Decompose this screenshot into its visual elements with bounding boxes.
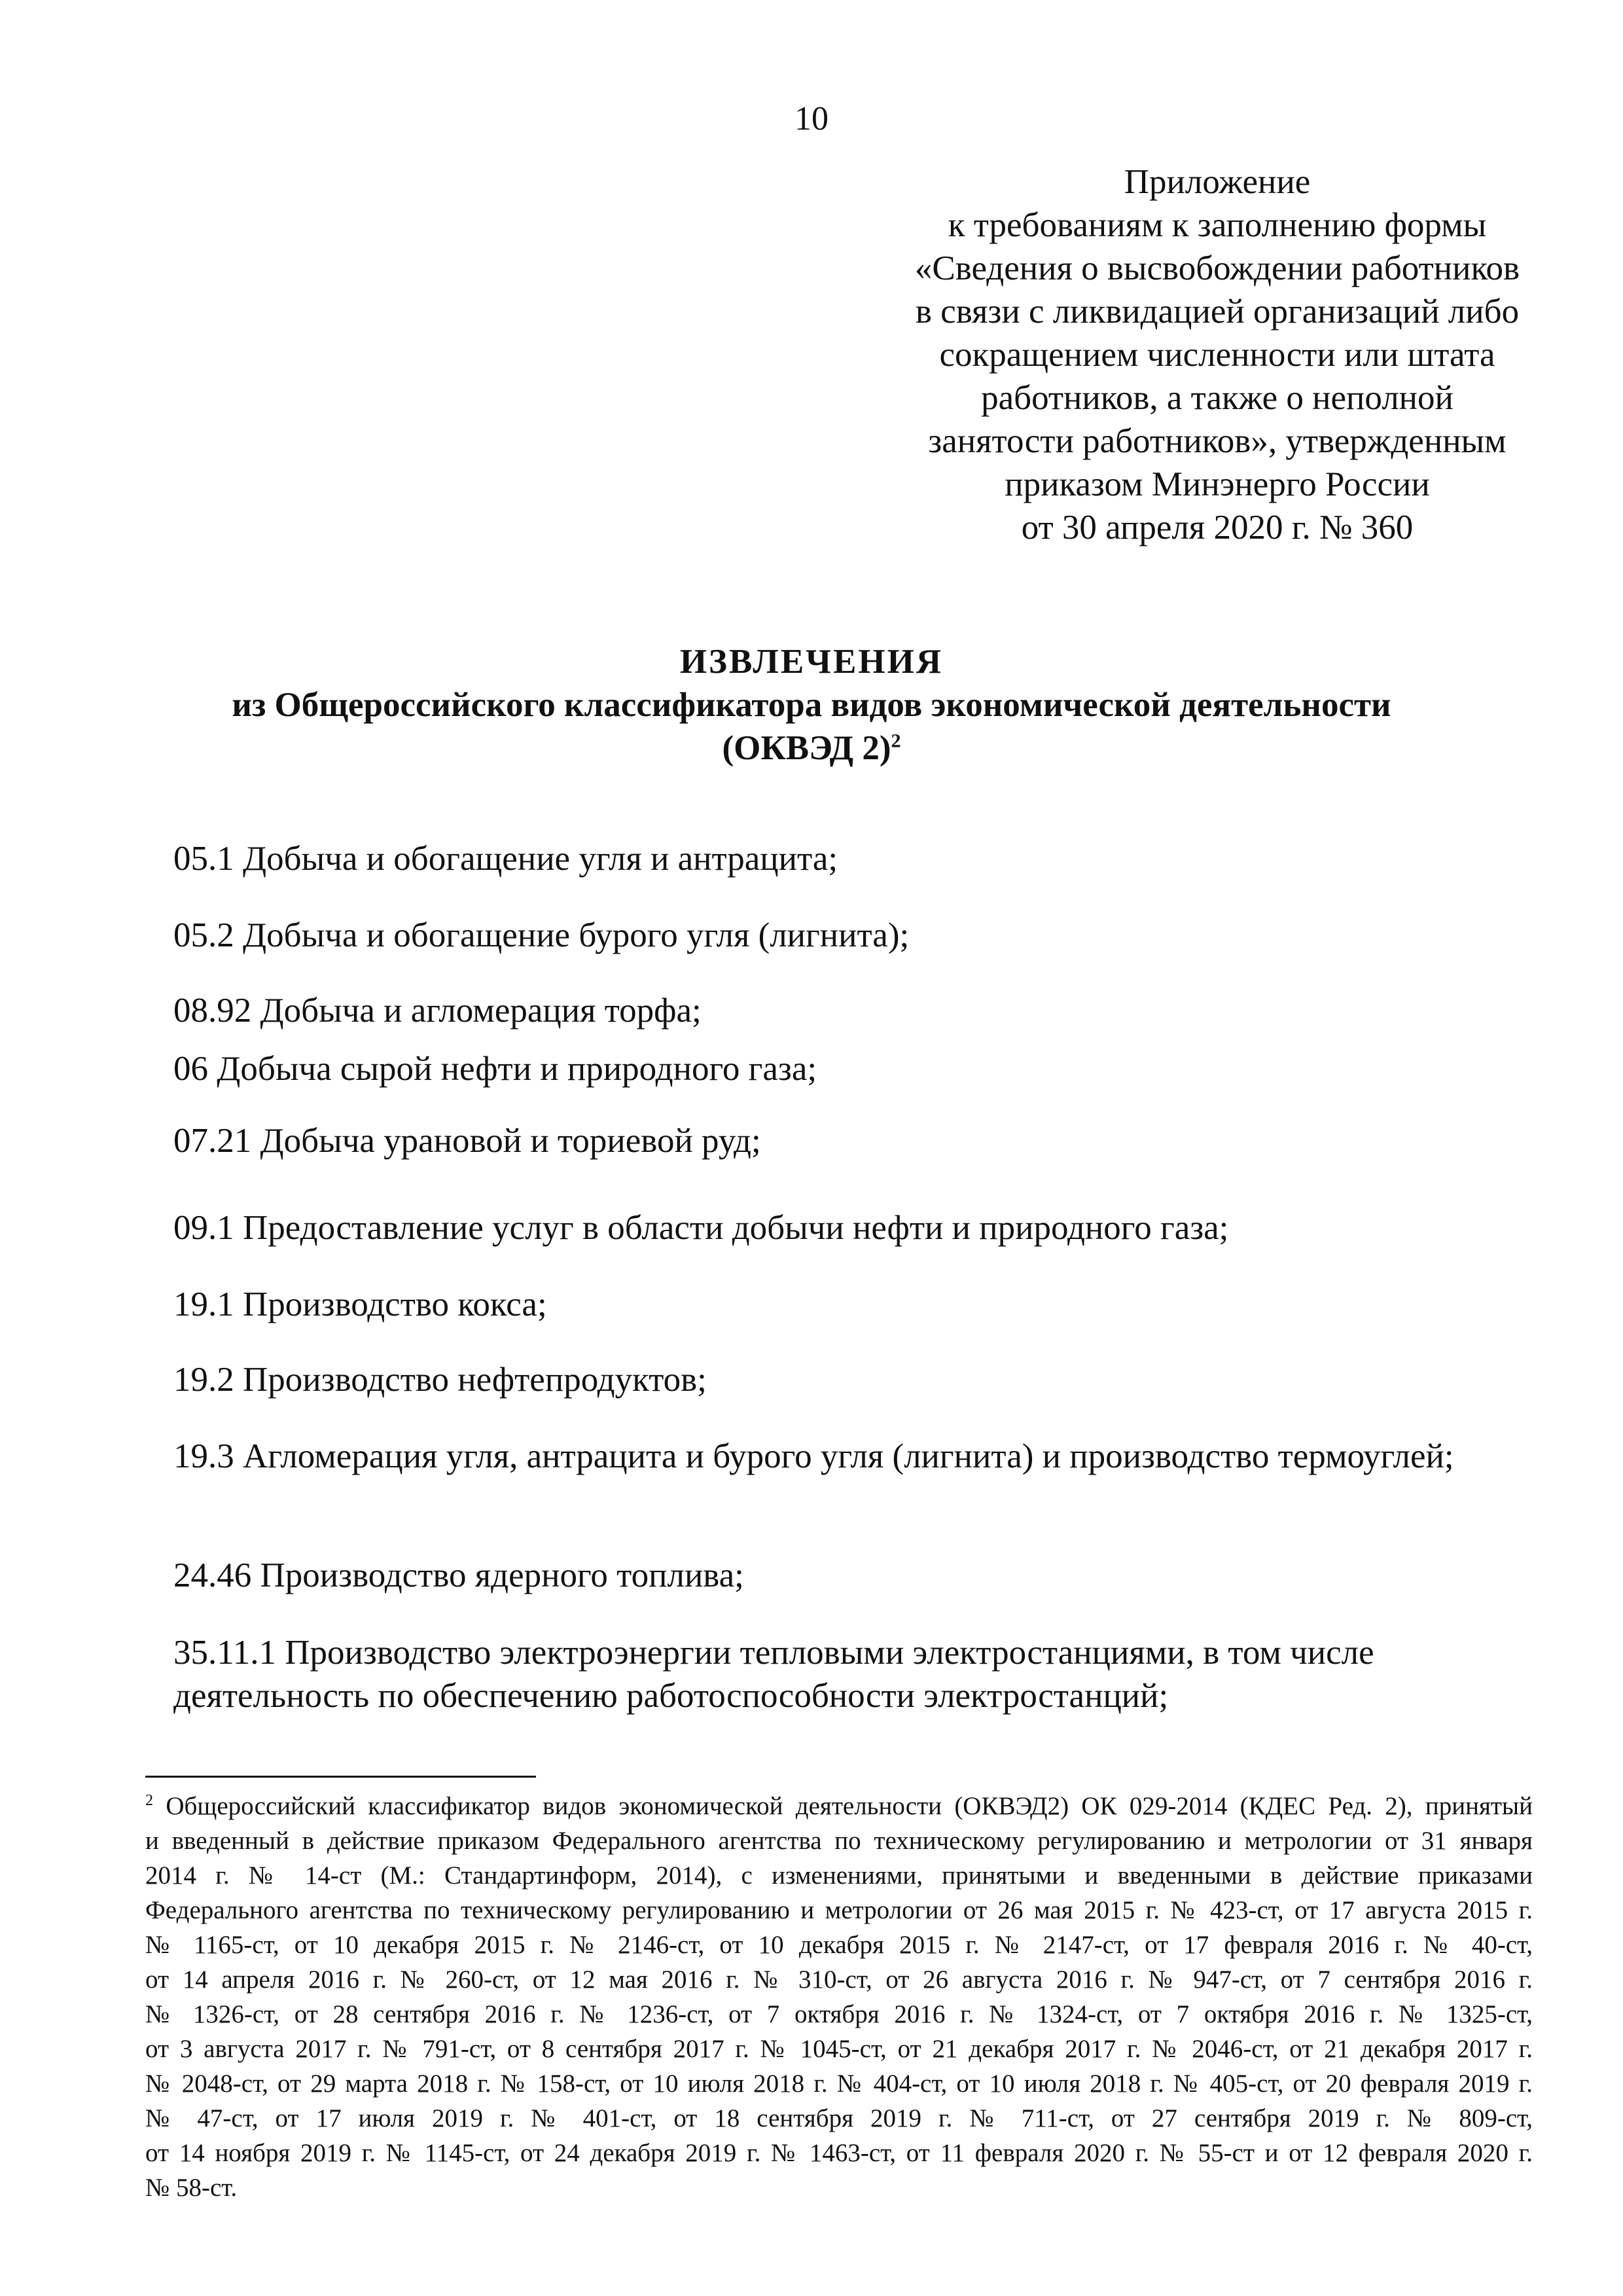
footnote-marker: 2 <box>145 1792 153 1809</box>
footnote-line: от 14 апреля 2016 г. № 260-ст, от 12 мая 2016 г. № 310-ст, от 26 августа 2016 г. № 947-ст, от 7 сентября 2016 г. <box>145 1965 1533 1994</box>
appendix-line: в связи с ликвидацией организаций либо <box>915 293 1520 331</box>
footnote-line: № 58-ст. <box>145 2174 238 2202</box>
okved-item: 24.46 Производство ядерного топлива; <box>173 1556 744 1594</box>
okved-item: 05.1 Добыча и обогащение угля и антрацита; <box>173 840 838 878</box>
footnote-line: № 47-ст, от 17 июля 2019 г. № 401-ст, от 18 сентября 2019 г. № 711-ст, от 27 сентября 2019 г. № 809-ст, <box>145 2104 1533 2132</box>
footnote-line: 2014 г. № 14-ст (М.: Стандартинформ, 2014), с изменениями, принятыми и введенными в действие приказами <box>145 1861 1533 1890</box>
appendix-line: к требованиям к заполнению формы <box>948 206 1487 244</box>
okved-item: 09.1 Предоставление услуг в области добычи нефти и природного газа; <box>173 1209 1229 1247</box>
page-number: 10 <box>794 100 829 137</box>
appendix-line: «Сведения о высвобождении работников <box>914 249 1520 287</box>
appendix-line: Приложение <box>1124 163 1311 201</box>
okved-item: 19.1 Производство кокса; <box>173 1285 547 1323</box>
appendix-line: приказом Минэнерго России <box>1005 465 1430 503</box>
appendix-line: сокращением численности или штата <box>939 336 1495 374</box>
okved-item: 19.3 Агломерация угля, антрацита и бурого угля (лигнита) и производство термоуглей; <box>173 1437 1454 1475</box>
appendix-block <box>838 160 1597 549</box>
footnote-line: и введенный в действие приказом Федерального агентства по техническому регулированию и метрологии от 31 января <box>145 1827 1533 1855</box>
okved-item: 35.11.1 Производство электроэнергии тепловыми электростанциями, в том числе деятельность по обеспечению работоспособности электростанций; <box>173 1634 1374 1715</box>
okved-item: 05.2 Добыча и обогащение бурого угля (лигнита); <box>173 916 910 954</box>
title-code-line <box>0 726 1623 770</box>
okved-item: 19.2 Производство нефтепродуктов; <box>173 1361 707 1399</box>
appendix-line: от 30 апреля 2020 г. № 360 <box>1021 509 1414 547</box>
okved-item: 07.21 Добыча урановой и ториевой руд; <box>173 1122 761 1160</box>
footnote-reference: 2 <box>891 730 901 752</box>
appendix-line: занятости работников», утвержденным <box>928 422 1507 460</box>
footnote-line: № 2048-ст, от 29 марта 2018 г. № 158-ст, от 10 июля 2018 г. № 404-ст, от 10 июля 2018 г. № 405-ст, от 20 февраля 2019 г. <box>145 2070 1533 2098</box>
okved-item: 08.92 Добыча и агломерация торфа; <box>173 992 702 1030</box>
title-main: ИЗВЛЕЧЕНИЯ <box>679 643 944 681</box>
footnote-line: от 14 ноября 2019 г. № 1145-ст, от 24 декабря 2019 г. № 1463-ст, от 11 февраля 2020 г. № 55-ст и от 12 февраля 2020 г. <box>145 2139 1533 2167</box>
footnote <box>145 1789 1533 2205</box>
okved-item: 06 Добыча сырой нефти и природного газа; <box>173 1050 817 1088</box>
title-code: (ОКВЭД 2) <box>722 729 891 767</box>
footnote-line: Федерального агентства по техническому регулированию и метрологии от 26 мая 2015 г. № 423-ст, от 17 августа 2015 г. <box>145 1896 1533 1924</box>
title-subtitle: из Общероссийского классификатора видов экономической деятельности <box>232 686 1391 724</box>
footnote-line: от 3 августа 2017 г. № 791-ст, от 8 сентября 2017 г. № 1045-ст, от 21 декабря 2017 г. № 2046-ст, от 21 декабря 2017 г. <box>145 2035 1533 2063</box>
footnote-line: № 1326-ст, от 28 сентября 2016 г. № 1236-ст, от 7 октября 2016 г. № 1324-ст, от 7 октября 2016 г. № 1325-ст, <box>145 2000 1533 2028</box>
footnote-line: $^2$ Общероссийский классификатор видов экономической деятельности (ОКВЭД2) ОК 029-2014 (КДЕС Ред. 2), принятый <box>145 1792 1533 1820</box>
footnote-line: № 1165-ст, от 10 декабря 2015 г. № 2146-ст, от 10 декабря 2015 г. № 2147-ст, от 17 февраля 2016 г. № 40-ст, <box>145 1931 1533 1959</box>
appendix-line: работников, а также о неполной <box>981 379 1454 417</box>
document-title <box>0 640 1623 770</box>
footnote-separator <box>145 1776 536 1778</box>
